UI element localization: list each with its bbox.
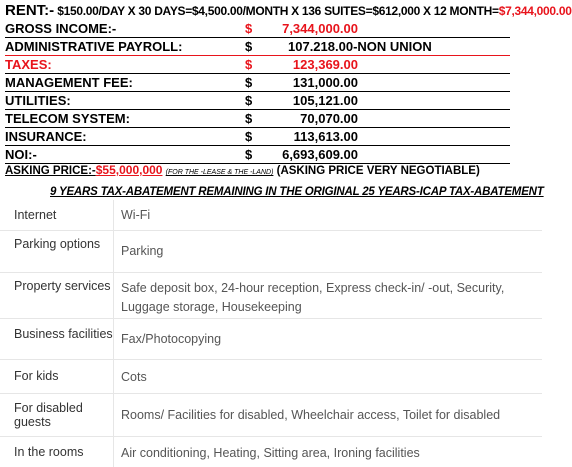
fin-label: NOI:- [5,147,37,162]
amenity-key: In the rooms [14,445,84,459]
tax-abatement-note: 9 YEARS TAX-ABATEMENT REMAINING IN THE ORIGINAL 25 YEARS-ICAP TAX-ABATEMENT [50,186,544,198]
fin-dollar: $ [245,129,253,144]
fin-row-utilities [5,92,510,110]
rent-total: $7,344,000.00 [498,4,572,18]
fin-dollar: $ [245,147,253,162]
amenity-value: Rooms/ Facilities for disabled, Wheelchair access, Toilet for disabled [121,408,501,422]
asking-label: ASKING PRICE:- [5,165,96,177]
amenity-row-rooms [0,437,542,467]
amenities-table [0,200,542,467]
amenity-row-property-services [0,273,542,319]
amenity-value: Parking [121,244,164,258]
rent-formula: $150.00/DAY X 30 DAYS=$4,500.00/MONTH X 136 SUITES=$612,000 X 12 MONTH= [54,4,499,18]
fin-label: UTILITIES: [5,93,71,108]
fin-dollar: $ [245,57,253,72]
fin-row-taxes [5,56,510,74]
amenity-row-business [0,319,542,360]
amenity-row-parking [0,231,542,273]
asking-note: (FOR THE -LEASE & THE -LAND) [165,169,274,176]
fin-row-insurance [5,128,510,146]
amenity-key: For kids [14,369,59,383]
fin-label: MANAGEMENT FEE: [5,75,133,90]
fin-dollar: $ [245,93,253,108]
fin-row-telecom [5,110,510,128]
amenity-key: For disabled guests [14,401,83,429]
amenity-value: Fax/Photocopying [121,332,222,346]
fin-dollar: $ [245,111,253,126]
fin-label: TELECOM SYSTEM: [5,111,130,126]
fin-dollar: $ [245,39,253,54]
fin-value: 107.218.00-NON UNION [288,39,432,54]
fin-row-management-fee [5,74,510,92]
fin-value: 131,000.00 [292,75,358,90]
amenity-key: Property services [14,279,111,293]
amenity-row-disabled [0,394,542,437]
asking-negotiable: (ASKING PRICE VERY NEGOTIABLE) [276,165,480,177]
asking-price: $55,000,000 [95,163,163,177]
fin-label: INSURANCE: [5,129,87,144]
asking-price-line [5,162,480,181]
rent-label: RENT:- [5,2,55,19]
fin-value: 123,369.00 [292,57,358,72]
fin-value: 70,070.00 [300,111,358,126]
fin-row-gross-income [5,20,510,38]
amenity-value: Wi-Fi [121,208,151,222]
rent-line [5,2,572,20]
amenity-row-kids [0,360,542,394]
fin-label: GROSS INCOME:- [5,21,117,36]
amenity-key: Parking options [14,237,101,251]
fin-value: 105,121.00 [292,93,358,108]
financial-table [5,20,510,164]
amenity-key: Internet [14,208,57,222]
fin-dollar: $ [245,75,253,90]
fin-row-admin-payroll [5,38,510,56]
fin-value: 113,613.00 [293,129,358,144]
fin-dollar: $ [245,21,253,36]
amenity-row-internet [0,200,542,231]
fin-label: ADMINISTRATIVE PAYROLL: [5,39,183,54]
fin-value: 6,693,609.00 [282,147,358,162]
fin-value: 7,344,000.00 [282,21,358,36]
amenity-value: Air conditioning, Heating, Sitting area, Ironing facilities [121,446,420,460]
amenity-value: Safe deposit box, 24-hour reception, Express check-in/ -out, Security, Luggage storage, Housekeeping [121,281,505,314]
amenity-key: Business facilities [14,327,113,341]
fin-label: TAXES: [5,57,52,72]
amenity-value: Cots [121,370,147,384]
